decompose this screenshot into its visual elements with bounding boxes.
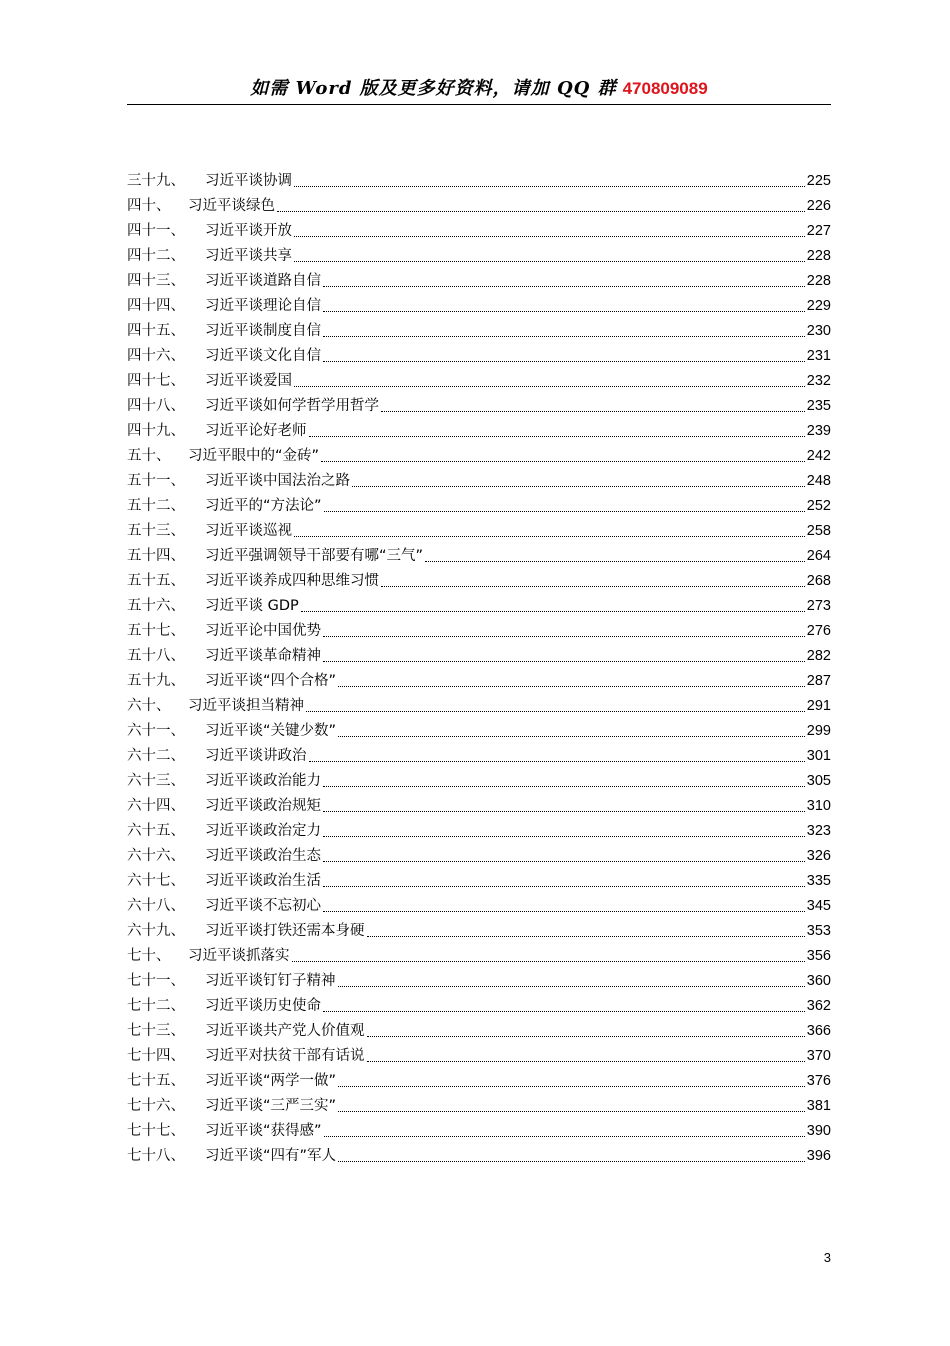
toc-entry-title: 习近平强调领导干部要有哪“三气” [205,548,424,564]
toc-entry-title: 习近平谈 GDP [205,598,299,614]
toc-entry-page: 362 [806,998,831,1014]
toc-dot-leader [323,860,805,862]
toc-entry[interactable] [127,569,831,594]
toc-entry-page: 390 [806,1123,831,1139]
toc-entry[interactable] [127,919,831,944]
toc-entry[interactable] [127,969,831,994]
toc-entry[interactable] [127,644,831,669]
toc-entry-number: 六十二、 [127,748,185,764]
toc-entry-title: 习近平谈制度自信 [205,323,321,339]
toc-entry[interactable] [127,194,831,219]
toc-entry-title: 习近平谈绿色 [188,198,275,214]
toc-dot-leader [323,310,805,312]
toc-entry-number: 七十、 [127,948,171,964]
toc-entry[interactable] [127,1044,831,1069]
toc-entry-title: 习近平谈历史使命 [205,998,321,1014]
toc-entry-title: 习近平谈政治规矩 [205,798,321,814]
toc-dot-leader [381,410,805,412]
toc-entry-number: 四十七、 [127,373,185,389]
toc-entry[interactable] [127,444,831,469]
toc-entry-title: 习近平谈共享 [205,248,292,264]
toc-dot-leader [323,335,805,337]
toc-entry-number: 四十五、 [127,323,185,339]
toc-dot-leader [367,935,805,937]
toc-entry-title: 习近平谈政治生态 [205,848,321,864]
toc-dot-leader [323,360,805,362]
toc-entry[interactable] [127,1119,831,1144]
toc-dot-leader [324,1135,805,1137]
toc-dot-leader [294,535,805,537]
toc-entry-title: 习近平谈政治能力 [205,773,321,789]
toc-entry-page: 305 [806,773,831,789]
toc-entry-title: 习近平谈担当精神 [188,698,304,714]
toc-entry-page: 381 [806,1098,831,1114]
toc-entry-number: 四十四、 [127,298,185,314]
toc-entry[interactable] [127,369,831,394]
toc-entry-number: 五十七、 [127,623,185,639]
toc-entry[interactable] [127,419,831,444]
toc-entry[interactable] [127,694,831,719]
toc-entry-page: 248 [806,473,831,489]
toc-dot-leader [309,435,805,437]
toc-entry[interactable] [127,219,831,244]
toc-entry-number: 六十三、 [127,773,185,789]
toc-dot-leader [338,1085,805,1087]
toc-entry-page: 273 [806,598,831,614]
toc-entry[interactable] [127,244,831,269]
toc-entry-number: 七十一、 [127,973,185,989]
toc-entry[interactable] [127,669,831,694]
toc-entry[interactable] [127,744,831,769]
toc-entry-page: 370 [806,1048,831,1064]
toc-entry-number: 七十五、 [127,1073,185,1089]
toc-entry[interactable] [127,1144,831,1169]
toc-entry-title: 习近平谈理论自信 [205,298,321,314]
toc-entry-number: 六十一、 [127,723,185,739]
toc-entry-number: 四十三、 [127,273,185,289]
toc-dot-leader [367,1060,805,1062]
toc-entry-page: 282 [806,648,831,664]
page-header [127,74,831,100]
toc-dot-leader [323,910,805,912]
toc-entry-page: 291 [806,698,831,714]
toc-entry-title: 习近平谈不忘初心 [205,898,321,914]
toc-dot-leader [323,285,805,287]
toc-entry-title: 习近平谈养成四种思维习惯 [205,573,379,589]
toc-entry-title: 习近平论中国优势 [205,623,321,639]
toc-entry-title: 习近平的“方法论” [205,498,322,514]
toc-entry-page: 287 [806,673,831,689]
toc-entry-title: 习近平谈革命精神 [205,648,321,664]
toc-entry[interactable] [127,519,831,544]
toc-entry-title: 习近平谈“四个合格” [205,673,337,689]
toc-entry-page: 276 [806,623,831,639]
toc-entry-number: 六十、 [127,698,171,714]
toc-entry[interactable] [127,469,831,494]
toc-entry[interactable] [127,719,831,744]
toc-entry-page: 335 [806,873,831,889]
toc-entry[interactable] [127,319,831,344]
toc-entry[interactable] [127,1094,831,1119]
toc-dot-leader [338,685,805,687]
toc-entry-number: 六十五、 [127,823,185,839]
toc-entry-page: 345 [806,898,831,914]
toc-entry-page: 323 [806,823,831,839]
toc-entry-page: 242 [806,448,831,464]
toc-entry-number: 五十二、 [127,498,185,514]
toc-dot-leader [292,960,805,962]
toc-entry-number: 四十、 [127,198,171,214]
toc-entry-page: 264 [806,548,831,564]
toc-entry[interactable] [127,494,831,519]
toc-entry[interactable] [127,819,831,844]
toc-entry-number: 五十三、 [127,523,185,539]
toc-entry[interactable] [127,344,831,369]
toc-entry-page: 376 [806,1073,831,1089]
toc-entry[interactable] [127,394,831,419]
toc-entry-number: 六十六、 [127,848,185,864]
toc-dot-leader [294,385,805,387]
toc-dot-leader [294,185,805,187]
toc-dot-leader [306,710,805,712]
toc-entry[interactable] [127,544,831,569]
toc-dot-leader [277,210,805,212]
toc-entry-title: 习近平谈共产党人价值观 [205,1023,365,1039]
toc-entry-title: 习近平谈政治生活 [205,873,321,889]
toc-entry-title: 习近平谈抓落实 [188,948,290,964]
toc-entry-page: 396 [806,1148,831,1164]
toc-entry-title: 习近平谈“两学一做” [205,1073,337,1089]
toc-dot-leader [425,560,805,562]
toc-entry-title: 习近平谈巡视 [205,523,292,539]
toc-dot-leader [338,735,805,737]
toc-entry-number: 五十八、 [127,648,185,664]
toc-entry[interactable] [127,994,831,1019]
toc-entry-title: 习近平谈“获得感” [205,1123,322,1139]
table-of-contents [127,169,831,1169]
toc-entry-title: 习近平谈“关键少数” [205,723,337,739]
toc-dot-leader [323,835,805,837]
toc-entry-number: 五十四、 [127,548,185,564]
toc-dot-leader [338,985,805,987]
toc-entry-page: 252 [806,498,831,514]
toc-dot-leader [324,510,805,512]
toc-entry[interactable] [127,944,831,969]
toc-entry-number: 五十六、 [127,598,185,614]
toc-entry-page: 226 [806,198,831,214]
toc-entry[interactable] [127,1069,831,1094]
toc-entry-title: 习近平谈打铁还需本身硬 [205,923,365,939]
toc-entry-title: 习近平谈“三严三实” [205,1098,337,1114]
toc-entry-title: 习近平谈中国法治之路 [205,473,350,489]
toc-dot-leader [323,660,805,662]
toc-entry-page: 310 [806,798,831,814]
toc-entry-page: 299 [806,723,831,739]
toc-dot-leader [294,260,805,262]
toc-entry-page: 228 [806,273,831,289]
toc-entry-number: 四十一、 [127,223,185,239]
header-text: 如需 Word 版及更多好资料，请加 QQ 群 [250,78,617,99]
toc-dot-leader [367,1035,805,1037]
toc-entry-number: 四十八、 [127,398,185,414]
toc-entry-page: 366 [806,1023,831,1039]
toc-entry-title: 习近平谈爱国 [205,373,292,389]
toc-entry-number: 四十九、 [127,423,185,439]
toc-entry-number: 七十四、 [127,1048,185,1064]
toc-entry-page: 230 [806,323,831,339]
toc-entry-number: 六十四、 [127,798,185,814]
toc-dot-leader [294,235,805,237]
toc-entry-number: 六十七、 [127,873,185,889]
toc-entry-number: 七十八、 [127,1148,185,1164]
toc-entry-page: 227 [806,223,831,239]
toc-entry-number: 三十九、 [127,173,185,189]
toc-entry-title: 习近平谈讲政治 [205,748,307,764]
toc-dot-leader [352,485,805,487]
toc-entry-page: 231 [806,348,831,364]
toc-entry-page: 326 [806,848,831,864]
toc-entry-page: 228 [806,248,831,264]
toc-entry[interactable] [127,894,831,919]
toc-entry[interactable] [127,269,831,294]
toc-entry-number: 四十二、 [127,248,185,264]
toc-entry[interactable] [127,619,831,644]
toc-entry-title: 习近平谈文化自信 [205,348,321,364]
toc-entry-title: 习近平眼中的“金砖” [188,448,320,464]
toc-entry-page: 356 [806,948,831,964]
toc-entry-title: 习近平对扶贫干部有话说 [205,1048,365,1064]
toc-dot-leader [338,1160,805,1162]
toc-dot-leader [323,785,805,787]
toc-entry[interactable] [127,794,831,819]
toc-entry-number: 五十五、 [127,573,185,589]
toc-dot-leader [321,460,805,462]
toc-entry-title: 习近平谈道路自信 [205,273,321,289]
toc-entry-page: 301 [806,748,831,764]
toc-entry-number: 五十九、 [127,673,185,689]
toc-entry-title: 习近平谈开放 [205,223,292,239]
toc-entry-number: 六十九、 [127,923,185,939]
toc-entry-title: 习近平谈如何学哲学用哲学 [205,398,379,414]
toc-dot-leader [301,610,805,612]
toc-entry-title: 习近平谈钉钉子精神 [205,973,336,989]
toc-dot-leader [323,1010,805,1012]
toc-entry-page: 235 [806,398,831,414]
toc-entry[interactable] [127,594,831,619]
toc-dot-leader [323,810,805,812]
toc-entry-page: 229 [806,298,831,314]
toc-entry-number: 五十一、 [127,473,185,489]
toc-entry-number: 六十八、 [127,898,185,914]
toc-entry-page: 225 [806,173,831,189]
toc-dot-leader [381,585,805,587]
toc-entry[interactable] [127,769,831,794]
toc-dot-leader [323,885,805,887]
toc-entry-number: 四十六、 [127,348,185,364]
toc-dot-leader [309,760,805,762]
toc-entry-page: 232 [806,373,831,389]
toc-entry-title: 习近平谈政治定力 [205,823,321,839]
toc-entry-title: 习近平论好老师 [205,423,307,439]
toc-entry-page: 360 [806,973,831,989]
toc-entry[interactable] [127,869,831,894]
toc-entry-page: 239 [806,423,831,439]
toc-dot-leader [323,635,805,637]
toc-entry-page: 258 [806,523,831,539]
toc-entry-page: 268 [806,573,831,589]
toc-entry-page: 353 [806,923,831,939]
toc-dot-leader [338,1110,805,1112]
header-rule [127,104,831,105]
header-qq-number: 470809089 [622,79,708,98]
toc-entry-number: 七十三、 [127,1023,185,1039]
toc-entry-number: 七十六、 [127,1098,185,1114]
page-number: 3 [823,1250,831,1265]
toc-entry[interactable] [127,169,831,194]
toc-entry-number: 七十七、 [127,1123,185,1139]
toc-entry[interactable] [127,294,831,319]
toc-entry-number: 五十、 [127,448,171,464]
toc-entry[interactable] [127,844,831,869]
toc-entry-number: 七十二、 [127,998,185,1014]
toc-entry-title: 习近平谈协调 [205,173,292,189]
toc-entry-title: 习近平谈“四有”军人 [205,1148,337,1164]
toc-entry[interactable] [127,1019,831,1044]
